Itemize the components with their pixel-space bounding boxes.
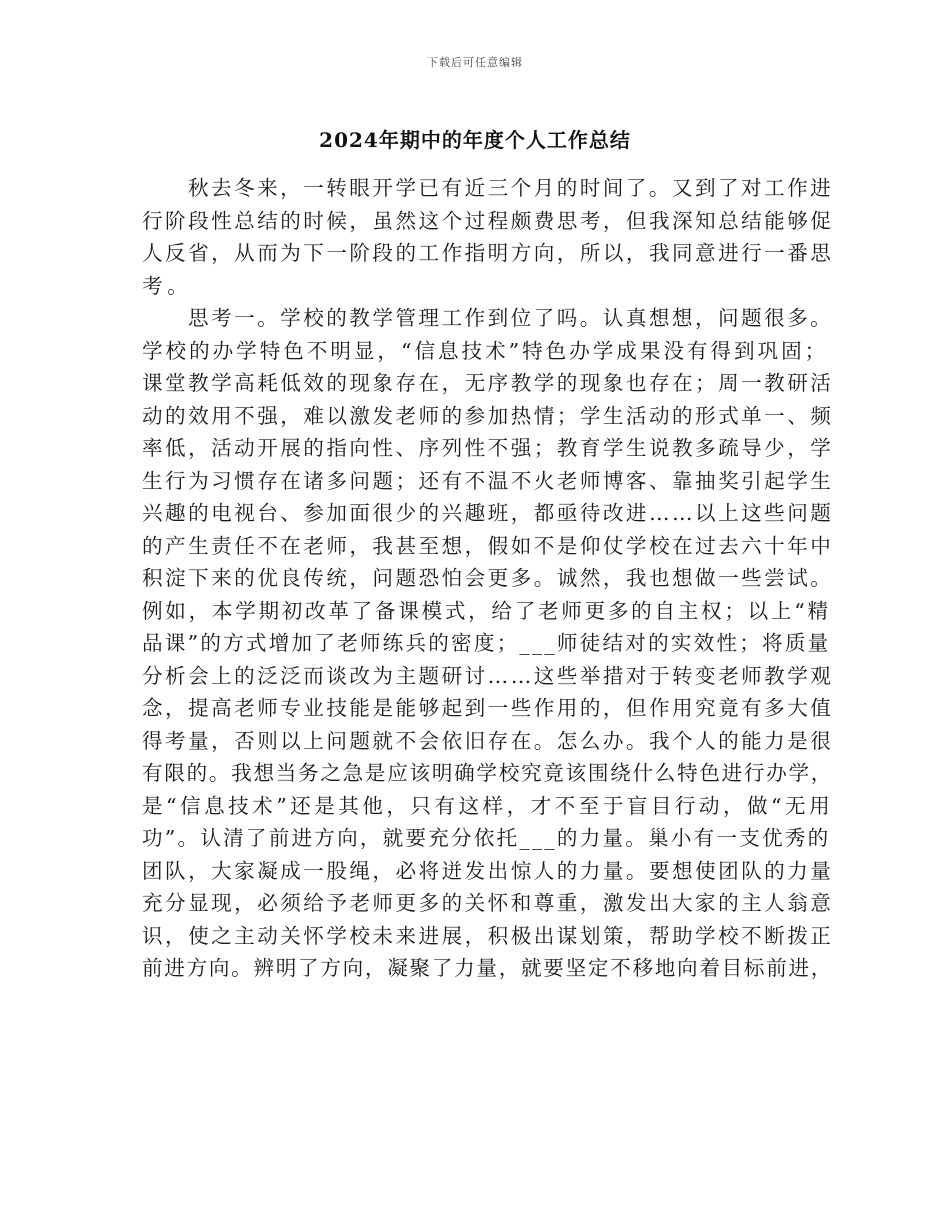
- document-title: 2024年期中的年度个人工作总结: [319, 128, 631, 152]
- header-note: 下载后可任意编辑: [427, 56, 523, 69]
- body-line: 充分显现，必须给予老师更多的关怀和尊重，激发出大家的主人翁意: [142, 891, 834, 915]
- body-line: 思考一。学校的教学管理工作到位了吗。认真想想，问题很多。: [188, 306, 834, 330]
- body-line: 秋去冬来，一转眼开学已有近三个月的时间了。又到了对工作进: [188, 176, 834, 200]
- body-line: 考。: [142, 273, 193, 298]
- body-line: 有限的。我想当务之急是应该明确学校究竟该围绕什么特色进行办学，: [142, 761, 834, 785]
- body-line: 念，提高老师专业技能是能够起到一些作用的，但作用究竟有多大值: [142, 696, 834, 720]
- body-line: 得考量，否则以上问题就不会依旧存在。怎么办。我个人的能力是很: [142, 728, 834, 753]
- body-line: 积淀下来的优良传统，问题恐怕会更多。诚然，我也想做一些尝试。: [142, 566, 834, 590]
- body-line: 动的效用不强，难以激发老师的参加热情；学生活动的形式单一、频: [142, 403, 834, 428]
- body-line: 识，使之主动关怀学校未来进展，积极出谋划策，帮助学校不断拨正: [142, 923, 834, 948]
- body-line: 功”。认清了前进方向，就要充分依托___的力量。巢小有一支优秀的: [142, 826, 831, 850]
- document-body: [142, 172, 832, 985]
- body-line: 分析会上的泛泛而谈改为主题研讨……这些举措对于转变老师教学观: [142, 663, 834, 688]
- body-line: 例如，本学期初改革了备课模式，给了老师更多的自主权；以上“精: [142, 598, 831, 623]
- body-line: 团队，大家凝成一股绳，必将迸发出惊人的力量。要想使团队的力量: [142, 858, 834, 883]
- body-line: 兴趣的电视台、参加面很少的兴趣班，都亟待改进……以上这些问题: [142, 501, 834, 525]
- body-line: 学校的办学特色不明显，“信息技术”特色办学成果没有得到巩固；: [142, 338, 829, 363]
- body-line: 品课”的方式增加了老师练兵的密度；___师徒结对的实效性；将质量: [142, 631, 831, 655]
- body-line: 课堂教学高耗低效的现象存在，无序教学的现象也存在；周一教研活: [142, 371, 834, 395]
- body-line: 行阶段性总结的时候，虽然这个过程颇费思考，但我深知总结能够促: [142, 208, 834, 233]
- body-line: 前进方向。辨明了方向，凝聚了力量，就要坚定不移地向着目标前进，: [142, 956, 834, 980]
- body-line: 率低，活动开展的指向性、序列性不强；教育学生说教多疏导少，学: [142, 436, 834, 460]
- body-line: 的产生责任不在老师，我甚至想，假如不是仰仗学校在过去六十年中: [142, 533, 834, 558]
- body-line: 是“信息技术”还是其他，只有这样，才不至于盲目行动，做“无用: [142, 793, 834, 818]
- body-line: 人反省，从而为下一阶段的工作指明方向，所以，我同意进行一番思: [142, 241, 834, 265]
- body-line: 生行为习惯存在诸多问题；还有不温不火老师博客、靠抽奖引起学生: [142, 468, 834, 493]
